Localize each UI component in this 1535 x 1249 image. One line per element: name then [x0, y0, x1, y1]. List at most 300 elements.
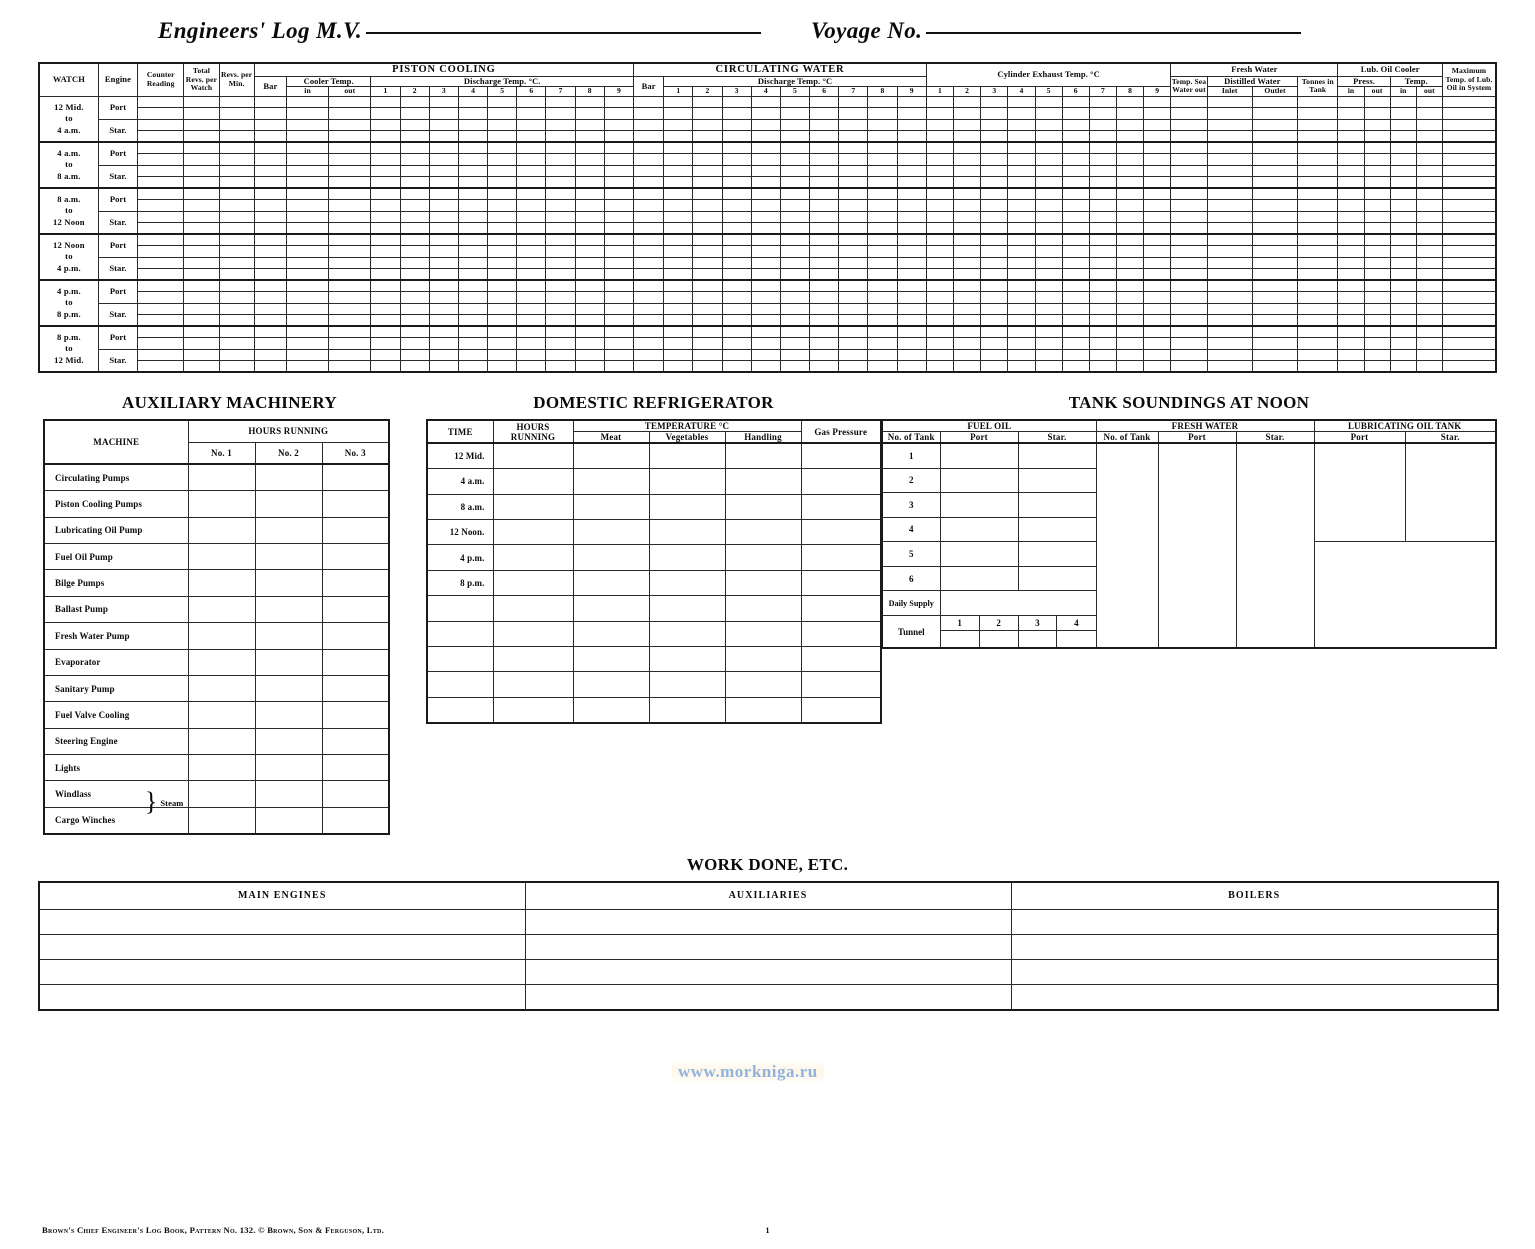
reading-cell[interactable] — [184, 177, 219, 189]
reading-cell[interactable] — [458, 280, 487, 292]
reading-cell[interactable] — [458, 234, 487, 246]
reading-cell[interactable] — [1442, 269, 1496, 281]
reading-cell[interactable] — [1442, 154, 1496, 166]
reading-cell[interactable] — [488, 315, 517, 327]
reading-cell[interactable] — [634, 234, 664, 246]
reading-cell[interactable] — [1035, 223, 1062, 235]
reading-cell[interactable] — [693, 154, 722, 166]
reading-cell[interactable] — [1062, 108, 1089, 120]
reading-cell[interactable] — [488, 142, 517, 154]
reading-cell[interactable] — [1416, 200, 1442, 212]
reading-cell[interactable] — [722, 361, 751, 373]
reading-cell[interactable] — [1089, 280, 1116, 292]
reading-cell[interactable] — [1390, 257, 1416, 269]
reading-cell[interactable] — [1089, 96, 1116, 108]
auxiliary-hours-cell[interactable] — [188, 702, 255, 728]
lub-oil-port-col[interactable] — [1314, 443, 1405, 541]
reading-cell[interactable] — [1062, 165, 1089, 177]
reading-cell[interactable] — [722, 131, 751, 143]
reading-cell[interactable] — [546, 165, 575, 177]
reading-cell[interactable] — [1390, 108, 1416, 120]
fuel-oil-port-cell[interactable] — [940, 517, 1018, 542]
reading-cell[interactable] — [868, 234, 897, 246]
reading-cell[interactable] — [604, 200, 633, 212]
reading-cell[interactable] — [371, 188, 400, 200]
reading-cell[interactable] — [1416, 338, 1442, 350]
reading-cell[interactable] — [184, 257, 219, 269]
reading-cell[interactable] — [429, 292, 458, 304]
reading-cell[interactable] — [254, 269, 286, 281]
reading-cell[interactable] — [254, 177, 286, 189]
reading-cell[interactable] — [810, 315, 839, 327]
auxiliary-hours-cell[interactable] — [188, 781, 255, 807]
refrigerator-value-cell[interactable] — [573, 520, 649, 545]
reading-cell[interactable] — [1338, 361, 1364, 373]
reading-cell[interactable] — [981, 315, 1008, 327]
reading-cell[interactable] — [868, 188, 897, 200]
reading-cell[interactable] — [400, 142, 429, 154]
reading-cell[interactable] — [1116, 188, 1143, 200]
auxiliary-hours-cell[interactable] — [322, 543, 389, 569]
reading-cell[interactable] — [184, 211, 219, 223]
reading-cell[interactable] — [458, 338, 487, 350]
reading-cell[interactable] — [897, 200, 926, 212]
reading-cell[interactable] — [1089, 154, 1116, 166]
reading-cell[interactable] — [138, 257, 184, 269]
reading-cell[interactable] — [138, 154, 184, 166]
reading-cell[interactable] — [458, 303, 487, 315]
reading-cell[interactable] — [751, 96, 780, 108]
reading-cell[interactable] — [1207, 361, 1252, 373]
reading-cell[interactable] — [868, 131, 897, 143]
reading-cell[interactable] — [517, 257, 546, 269]
reading-cell[interactable] — [400, 96, 429, 108]
reading-cell[interactable] — [219, 315, 254, 327]
reading-cell[interactable] — [839, 96, 868, 108]
reading-cell[interactable] — [1008, 349, 1035, 361]
reading-cell[interactable] — [1364, 257, 1390, 269]
reading-cell[interactable] — [926, 177, 953, 189]
reading-cell[interactable] — [1416, 154, 1442, 166]
reading-cell[interactable] — [839, 269, 868, 281]
reading-cell[interactable] — [575, 200, 604, 212]
reading-cell[interactable] — [1252, 280, 1297, 292]
reading-cell[interactable] — [517, 177, 546, 189]
reading-cell[interactable] — [400, 165, 429, 177]
reading-cell[interactable] — [839, 154, 868, 166]
reading-cell[interactable] — [634, 119, 664, 131]
fuel-oil-port-cell[interactable] — [940, 566, 1018, 591]
reading-cell[interactable] — [780, 165, 809, 177]
reading-cell[interactable] — [458, 269, 487, 281]
reading-cell[interactable] — [1390, 234, 1416, 246]
reading-cell[interactable] — [1144, 361, 1171, 373]
reading-cell[interactable] — [722, 177, 751, 189]
reading-cell[interactable] — [1008, 269, 1035, 281]
reading-cell[interactable] — [1298, 315, 1338, 327]
auxiliary-hours-cell[interactable] — [255, 755, 322, 781]
reading-cell[interactable] — [604, 119, 633, 131]
reading-cell[interactable] — [1207, 257, 1252, 269]
reading-cell[interactable] — [897, 326, 926, 338]
reading-cell[interactable] — [664, 154, 693, 166]
reading-cell[interactable] — [1390, 292, 1416, 304]
reading-cell[interactable] — [400, 234, 429, 246]
reading-cell[interactable] — [664, 315, 693, 327]
reading-cell[interactable] — [868, 177, 897, 189]
reading-cell[interactable] — [1364, 269, 1390, 281]
reading-cell[interactable] — [926, 108, 953, 120]
reading-cell[interactable] — [575, 280, 604, 292]
reading-cell[interactable] — [1416, 108, 1442, 120]
reading-cell[interactable] — [254, 349, 286, 361]
reading-cell[interactable] — [286, 257, 328, 269]
reading-cell[interactable] — [751, 315, 780, 327]
reading-cell[interactable] — [1416, 361, 1442, 373]
reading-cell[interactable] — [371, 96, 400, 108]
reading-cell[interactable] — [897, 280, 926, 292]
reading-cell[interactable] — [371, 326, 400, 338]
reading-cell[interactable] — [1089, 108, 1116, 120]
reading-cell[interactable] — [1035, 292, 1062, 304]
reading-cell[interactable] — [751, 326, 780, 338]
reading-cell[interactable] — [722, 188, 751, 200]
reading-cell[interactable] — [1207, 246, 1252, 258]
reading-cell[interactable] — [138, 200, 184, 212]
reading-cell[interactable] — [138, 131, 184, 143]
fuel-oil-star-cell[interactable] — [1018, 517, 1096, 542]
reading-cell[interactable] — [219, 165, 254, 177]
reading-cell[interactable] — [926, 326, 953, 338]
reading-cell[interactable] — [1442, 246, 1496, 258]
voyage-no-fill-line[interactable] — [926, 32, 1301, 34]
reading-cell[interactable] — [722, 154, 751, 166]
reading-cell[interactable] — [1144, 303, 1171, 315]
reading-cell[interactable] — [722, 211, 751, 223]
reading-cell[interactable] — [329, 223, 371, 235]
reading-cell[interactable] — [1416, 131, 1442, 143]
reading-cell[interactable] — [1207, 211, 1252, 223]
reading-cell[interactable] — [371, 269, 400, 281]
reading-cell[interactable] — [604, 246, 633, 258]
reading-cell[interactable] — [1207, 223, 1252, 235]
reading-cell[interactable] — [1338, 257, 1364, 269]
reading-cell[interactable] — [517, 188, 546, 200]
reading-cell[interactable] — [780, 119, 809, 131]
reading-cell[interactable] — [1442, 96, 1496, 108]
reading-cell[interactable] — [517, 246, 546, 258]
reading-cell[interactable] — [488, 211, 517, 223]
reading-cell[interactable] — [138, 326, 184, 338]
reading-cell[interactable] — [488, 119, 517, 131]
refrigerator-value-cell[interactable] — [801, 570, 881, 595]
reading-cell[interactable] — [575, 154, 604, 166]
reading-cell[interactable] — [1171, 119, 1207, 131]
reading-cell[interactable] — [1089, 188, 1116, 200]
reading-cell[interactable] — [1416, 349, 1442, 361]
reading-cell[interactable] — [664, 131, 693, 143]
reading-cell[interactable] — [371, 142, 400, 154]
reading-cell[interactable] — [1171, 200, 1207, 212]
reading-cell[interactable] — [138, 96, 184, 108]
reading-cell[interactable] — [1008, 223, 1035, 235]
reading-cell[interactable] — [286, 338, 328, 350]
reading-cell[interactable] — [517, 96, 546, 108]
reading-cell[interactable] — [693, 177, 722, 189]
reading-cell[interactable] — [1252, 315, 1297, 327]
reading-cell[interactable] — [1062, 177, 1089, 189]
reading-cell[interactable] — [1035, 303, 1062, 315]
refrigerator-value-cell[interactable] — [573, 570, 649, 595]
reading-cell[interactable] — [634, 96, 664, 108]
refrigerator-value-cell[interactable] — [493, 494, 573, 519]
reading-cell[interactable] — [954, 131, 981, 143]
reading-cell[interactable] — [1008, 338, 1035, 350]
reading-cell[interactable] — [810, 119, 839, 131]
auxiliary-hours-cell[interactable] — [322, 491, 389, 517]
reading-cell[interactable] — [1207, 154, 1252, 166]
reading-cell[interactable] — [954, 361, 981, 373]
reading-cell[interactable] — [664, 269, 693, 281]
reading-cell[interactable] — [604, 165, 633, 177]
reading-cell[interactable] — [693, 142, 722, 154]
auxiliary-hours-cell[interactable] — [255, 517, 322, 543]
refrigerator-value-cell[interactable] — [649, 621, 725, 646]
reading-cell[interactable] — [1035, 96, 1062, 108]
reading-cell[interactable] — [546, 257, 575, 269]
reading-cell[interactable] — [286, 269, 328, 281]
reading-cell[interactable] — [517, 154, 546, 166]
reading-cell[interactable] — [1116, 223, 1143, 235]
reading-cell[interactable] — [429, 108, 458, 120]
reading-cell[interactable] — [254, 165, 286, 177]
reading-cell[interactable] — [981, 349, 1008, 361]
reading-cell[interactable] — [488, 361, 517, 373]
reading-cell[interactable] — [1338, 246, 1364, 258]
reading-cell[interactable] — [1390, 200, 1416, 212]
reading-cell[interactable] — [254, 326, 286, 338]
reading-cell[interactable] — [810, 211, 839, 223]
reading-cell[interactable] — [184, 361, 219, 373]
reading-cell[interactable] — [604, 292, 633, 304]
reading-cell[interactable] — [897, 349, 926, 361]
reading-cell[interactable] — [517, 269, 546, 281]
reading-cell[interactable] — [1416, 119, 1442, 131]
refrigerator-value-cell[interactable] — [573, 647, 649, 672]
reading-cell[interactable] — [1008, 315, 1035, 327]
reading-cell[interactable] — [981, 108, 1008, 120]
reading-cell[interactable] — [1207, 338, 1252, 350]
reading-cell[interactable] — [1416, 246, 1442, 258]
reading-cell[interactable] — [286, 96, 328, 108]
reading-cell[interactable] — [400, 257, 429, 269]
reading-cell[interactable] — [868, 269, 897, 281]
refrigerator-value-cell[interactable] — [725, 697, 801, 722]
reading-cell[interactable] — [1252, 96, 1297, 108]
reading-cell[interactable] — [1035, 154, 1062, 166]
reading-cell[interactable] — [546, 96, 575, 108]
reading-cell[interactable] — [517, 303, 546, 315]
reading-cell[interactable] — [634, 188, 664, 200]
reading-cell[interactable] — [371, 200, 400, 212]
reading-cell[interactable] — [1252, 188, 1297, 200]
fuel-oil-star-cell[interactable] — [1018, 468, 1096, 493]
reading-cell[interactable] — [546, 119, 575, 131]
reading-cell[interactable] — [868, 315, 897, 327]
reading-cell[interactable] — [926, 349, 953, 361]
reading-cell[interactable] — [604, 280, 633, 292]
reading-cell[interactable] — [138, 361, 184, 373]
reading-cell[interactable] — [517, 280, 546, 292]
reading-cell[interactable] — [868, 200, 897, 212]
reading-cell[interactable] — [1089, 211, 1116, 223]
reading-cell[interactable] — [429, 269, 458, 281]
reading-cell[interactable] — [810, 234, 839, 246]
reading-cell[interactable] — [329, 361, 371, 373]
refrigerator-value-cell[interactable] — [573, 545, 649, 570]
reading-cell[interactable] — [780, 177, 809, 189]
refrigerator-value-cell[interactable] — [649, 443, 725, 468]
reading-cell[interactable] — [1171, 349, 1207, 361]
reading-cell[interactable] — [1035, 211, 1062, 223]
reading-cell[interactable] — [517, 119, 546, 131]
reading-cell[interactable] — [1390, 142, 1416, 154]
auxiliary-hours-cell[interactable] — [255, 702, 322, 728]
refrigerator-value-cell[interactable] — [649, 469, 725, 494]
reading-cell[interactable] — [184, 338, 219, 350]
reading-cell[interactable] — [693, 280, 722, 292]
reading-cell[interactable] — [1364, 119, 1390, 131]
reading-cell[interactable] — [458, 315, 487, 327]
reading-cell[interactable] — [751, 188, 780, 200]
reading-cell[interactable] — [897, 338, 926, 350]
reading-cell[interactable] — [1144, 338, 1171, 350]
reading-cell[interactable] — [810, 257, 839, 269]
reading-cell[interactable] — [184, 303, 219, 315]
reading-cell[interactable] — [1364, 234, 1390, 246]
reading-cell[interactable] — [1008, 177, 1035, 189]
work-done-cell[interactable] — [525, 910, 1011, 935]
reading-cell[interactable] — [1089, 200, 1116, 212]
reading-cell[interactable] — [1008, 200, 1035, 212]
reading-cell[interactable] — [868, 303, 897, 315]
reading-cell[interactable] — [634, 177, 664, 189]
reading-cell[interactable] — [693, 292, 722, 304]
reading-cell[interactable] — [429, 338, 458, 350]
reading-cell[interactable] — [839, 338, 868, 350]
reading-cell[interactable] — [810, 96, 839, 108]
reading-cell[interactable] — [138, 315, 184, 327]
reading-cell[interactable] — [751, 108, 780, 120]
reading-cell[interactable] — [981, 154, 1008, 166]
reading-cell[interactable] — [780, 142, 809, 154]
reading-cell[interactable] — [400, 223, 429, 235]
reading-cell[interactable] — [371, 177, 400, 189]
fuel-oil-port-cell[interactable] — [940, 493, 1018, 518]
reading-cell[interactable] — [1364, 177, 1390, 189]
reading-cell[interactable] — [488, 234, 517, 246]
reading-cell[interactable] — [1390, 326, 1416, 338]
reading-cell[interactable] — [1171, 177, 1207, 189]
reading-cell[interactable] — [1252, 257, 1297, 269]
reading-cell[interactable] — [981, 223, 1008, 235]
reading-cell[interactable] — [1390, 361, 1416, 373]
reading-cell[interactable] — [1171, 223, 1207, 235]
reading-cell[interactable] — [546, 338, 575, 350]
reading-cell[interactable] — [868, 96, 897, 108]
fuel-oil-port-cell[interactable] — [940, 542, 1018, 567]
reading-cell[interactable] — [138, 223, 184, 235]
reading-cell[interactable] — [1364, 154, 1390, 166]
reading-cell[interactable] — [219, 349, 254, 361]
reading-cell[interactable] — [1338, 280, 1364, 292]
reading-cell[interactable] — [219, 338, 254, 350]
reading-cell[interactable] — [1416, 165, 1442, 177]
reading-cell[interactable] — [546, 303, 575, 315]
refrigerator-value-cell[interactable] — [649, 596, 725, 621]
auxiliary-hours-cell[interactable] — [188, 570, 255, 596]
reading-cell[interactable] — [546, 361, 575, 373]
reading-cell[interactable] — [751, 119, 780, 131]
auxiliary-hours-cell[interactable] — [322, 464, 389, 490]
lub-oil-star-col[interactable] — [1405, 443, 1496, 541]
reading-cell[interactable] — [634, 326, 664, 338]
reading-cell[interactable] — [839, 326, 868, 338]
auxiliary-hours-cell[interactable] — [188, 491, 255, 517]
reading-cell[interactable] — [458, 292, 487, 304]
work-done-cell[interactable] — [525, 960, 1011, 985]
auxiliary-hours-cell[interactable] — [188, 623, 255, 649]
reading-cell[interactable] — [1144, 280, 1171, 292]
reading-cell[interactable] — [1442, 315, 1496, 327]
reading-cell[interactable] — [1116, 257, 1143, 269]
reading-cell[interactable] — [138, 142, 184, 154]
daily-supply-value-cell[interactable] — [940, 591, 1096, 616]
reading-cell[interactable] — [981, 119, 1008, 131]
reading-cell[interactable] — [1035, 280, 1062, 292]
reading-cell[interactable] — [1338, 338, 1364, 350]
reading-cell[interactable] — [184, 269, 219, 281]
reading-cell[interactable] — [488, 177, 517, 189]
reading-cell[interactable] — [1035, 246, 1062, 258]
reading-cell[interactable] — [751, 303, 780, 315]
reading-cell[interactable] — [722, 165, 751, 177]
auxiliary-hours-cell[interactable] — [188, 649, 255, 675]
reading-cell[interactable] — [780, 269, 809, 281]
reading-cell[interactable] — [751, 349, 780, 361]
reading-cell[interactable] — [751, 280, 780, 292]
reading-cell[interactable] — [517, 326, 546, 338]
reading-cell[interactable] — [954, 96, 981, 108]
reading-cell[interactable] — [1207, 142, 1252, 154]
reading-cell[interactable] — [1062, 234, 1089, 246]
refrigerator-value-cell[interactable] — [725, 545, 801, 570]
refrigerator-value-cell[interactable] — [801, 672, 881, 697]
reading-cell[interactable] — [1035, 165, 1062, 177]
reading-cell[interactable] — [546, 108, 575, 120]
reading-cell[interactable] — [1035, 269, 1062, 281]
reading-cell[interactable] — [1144, 315, 1171, 327]
work-done-cell[interactable] — [39, 910, 525, 935]
reading-cell[interactable] — [219, 257, 254, 269]
reading-cell[interactable] — [634, 361, 664, 373]
fresh-water-port-col[interactable] — [1158, 443, 1236, 648]
auxiliary-hours-cell[interactable] — [322, 781, 389, 807]
reading-cell[interactable] — [1338, 349, 1364, 361]
reading-cell[interactable] — [1035, 177, 1062, 189]
reading-cell[interactable] — [1116, 119, 1143, 131]
refrigerator-value-cell[interactable] — [801, 469, 881, 494]
